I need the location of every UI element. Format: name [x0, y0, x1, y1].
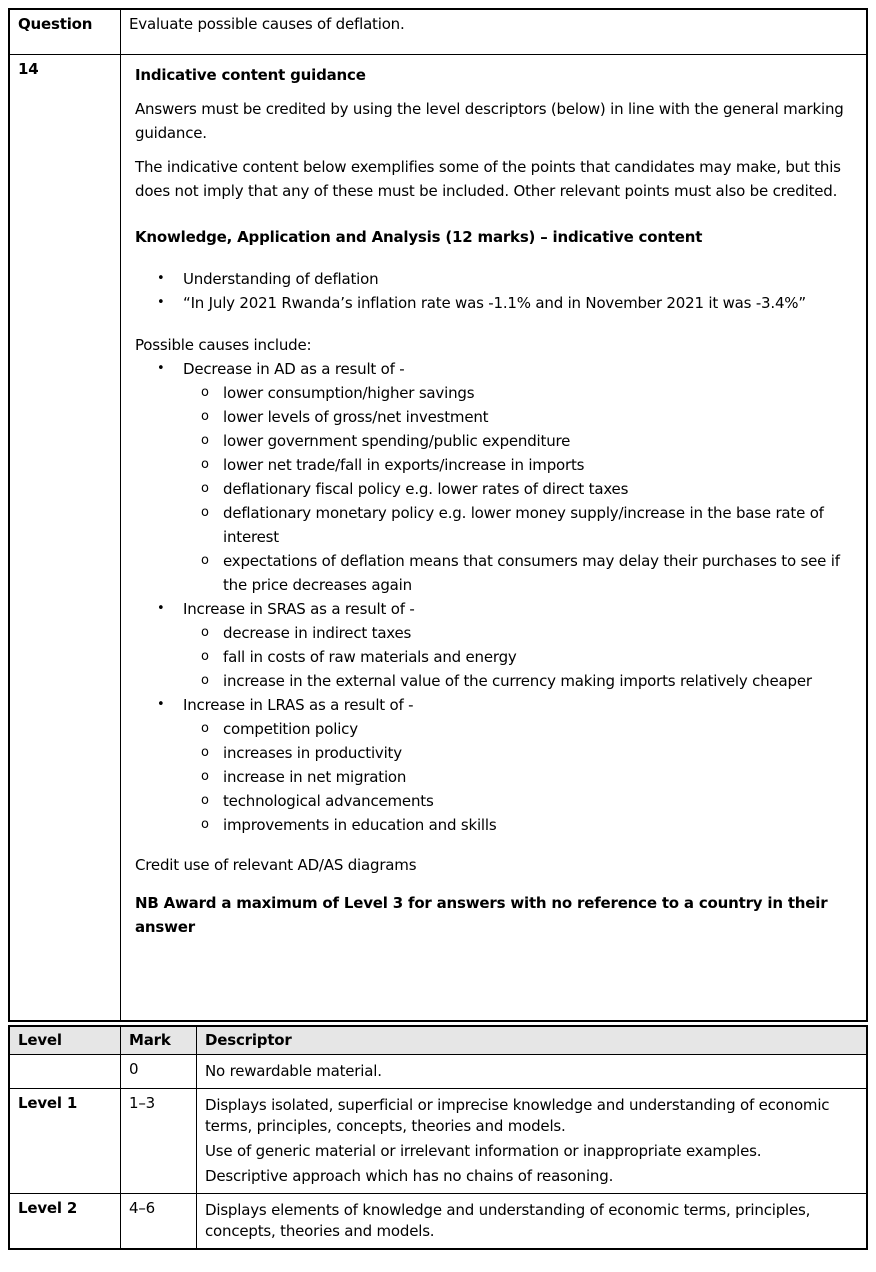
- bullet-text: lower consumption/higher savings: [223, 384, 475, 402]
- circle-bullet-icon: o: [201, 481, 209, 496]
- question-table: [8, 8, 868, 1022]
- list-item: [135, 669, 852, 693]
- descriptor-paragraph: Displays isolated, superficial or imprecise knowledge and understanding of economic terms, principles, concepts, theories and models.: [205, 1096, 830, 1135]
- bullet-text: technological advancements: [223, 792, 434, 810]
- circle-bullet-icon: o: [201, 433, 209, 448]
- list-item: [135, 501, 852, 549]
- circle-bullet-icon: o: [201, 745, 209, 760]
- bullet-icon: •: [157, 271, 165, 286]
- descriptor-paragraph: Displays elements of knowledge and understanding of economic terms, principles, concepts, theories and models.: [205, 1201, 811, 1240]
- list-item: [135, 597, 852, 621]
- guidance-paragraph-2: The indicative content below exemplifies some of the points that candidates may make, but this does not imply that any of these must be included. Other relevant points must also be credited.: [135, 158, 841, 200]
- question-header-label: Question: [18, 15, 93, 33]
- list-item: [135, 741, 852, 765]
- list-item: [135, 789, 852, 813]
- list-item: [135, 477, 852, 501]
- mark-column-header: Mark: [120, 1027, 196, 1054]
- table-row: [10, 1054, 866, 1088]
- list-item: [135, 267, 852, 291]
- bullet-text: Decrease in AD as a result of -: [183, 360, 405, 378]
- mark-cell: 4–6: [120, 1194, 196, 1248]
- circle-bullet-icon: o: [201, 793, 209, 808]
- bullet-text: expectations of deflation means that consumers may delay their purchases to see if the price decreases again: [223, 552, 840, 594]
- bullet-text: improvements in education and skills: [223, 816, 497, 834]
- bullet-icon: •: [157, 361, 165, 376]
- bullet-text: Increase in SRAS as a result of -: [183, 600, 415, 618]
- mark-cell: 0: [120, 1055, 196, 1088]
- question-header-row: [10, 10, 866, 54]
- mark-cell: 1–3: [120, 1089, 196, 1193]
- circle-bullet-icon: o: [201, 553, 209, 568]
- indicative-content-heading: Indicative content guidance: [135, 66, 366, 84]
- table-row: [10, 1088, 866, 1193]
- table-row: [10, 1193, 866, 1248]
- circle-bullet-icon: o: [201, 817, 209, 832]
- list-item: [135, 765, 852, 789]
- level-column-header: Level: [18, 1031, 62, 1049]
- causes-bullet-list: [135, 357, 852, 837]
- descriptor-cell: [196, 1194, 866, 1248]
- list-item: [135, 429, 852, 453]
- bullet-text: competition policy: [223, 720, 358, 738]
- guidance-paragraph-1: Answers must be credited by using the level descriptors (below) in line with the general marking guidance.: [135, 100, 844, 142]
- bullet-text: decrease in indirect taxes: [223, 624, 412, 642]
- bullet-text: deflationary fiscal policy e.g. lower rates of direct taxes: [223, 480, 629, 498]
- circle-bullet-icon: o: [201, 721, 209, 736]
- knowledge-application-heading: Knowledge, Application and Analysis (12 marks) – indicative content: [135, 228, 703, 246]
- list-item: [135, 549, 852, 597]
- list-item: [135, 645, 852, 669]
- bullet-text: fall in costs of raw materials and energy: [223, 648, 517, 666]
- circle-bullet-icon: o: [201, 769, 209, 784]
- level-cell: [10, 1055, 120, 1088]
- descriptor-paragraph: Use of generic material or irrelevant information or inappropriate examples.: [205, 1142, 762, 1160]
- levels-header-row: [10, 1027, 866, 1054]
- nb-award-note: NB Award a maximum of Level 3 for answers with no reference to a country in their answer: [135, 894, 828, 936]
- circle-bullet-icon: o: [201, 409, 209, 424]
- bullet-text: lower government spending/public expenditure: [223, 432, 571, 450]
- bullet-text: lower levels of gross/net investment: [223, 408, 489, 426]
- list-item: [135, 291, 852, 315]
- level-cell: Level 2: [18, 1199, 78, 1217]
- indicative-content-cell: [120, 55, 866, 1020]
- bullet-text: Increase in LRAS as a result of -: [183, 696, 414, 714]
- bullet-icon: •: [157, 697, 165, 712]
- descriptor-cell: [196, 1055, 866, 1088]
- list-item: [135, 717, 852, 741]
- definition-bullet-list: [135, 267, 852, 315]
- descriptor-cell: [196, 1089, 866, 1193]
- question-number: 14: [18, 60, 39, 78]
- circle-bullet-icon: o: [201, 505, 209, 520]
- credit-diagrams-note: Credit use of relevant AD/AS diagrams: [135, 856, 417, 874]
- list-item: [135, 813, 852, 837]
- list-item: [135, 693, 852, 717]
- bullet-text: increase in net migration: [223, 768, 407, 786]
- circle-bullet-icon: o: [201, 385, 209, 400]
- list-item: [135, 405, 852, 429]
- bullet-text: increases in productivity: [223, 744, 402, 762]
- list-item: [135, 381, 852, 405]
- question-content-row: [10, 54, 866, 1020]
- level-cell: Level 1: [18, 1094, 78, 1112]
- question-text: Evaluate possible causes of deflation.: [120, 10, 866, 54]
- descriptor-paragraph: Descriptive approach which has no chains of reasoning.: [205, 1167, 614, 1185]
- list-item: [135, 453, 852, 477]
- bullet-text: lower net trade/fall in exports/increase in imports: [223, 456, 585, 474]
- bullet-text: Understanding of deflation: [183, 270, 379, 288]
- list-item: [135, 357, 852, 381]
- bullet-icon: •: [157, 601, 165, 616]
- circle-bullet-icon: o: [201, 457, 209, 472]
- bullet-text: increase in the external value of the currency making imports relatively cheaper: [223, 672, 812, 690]
- circle-bullet-icon: o: [201, 673, 209, 688]
- bullet-text: deflationary monetary policy e.g. lower money supply/increase in the base rate of interest: [223, 504, 824, 546]
- circle-bullet-icon: o: [201, 649, 209, 664]
- levels-table: [8, 1025, 868, 1250]
- possible-causes-intro: Possible causes include:: [135, 336, 312, 354]
- descriptor-column-header: Descriptor: [196, 1027, 866, 1054]
- bullet-icon: •: [157, 295, 165, 310]
- circle-bullet-icon: o: [201, 625, 209, 640]
- descriptor-paragraph: No rewardable material.: [205, 1062, 382, 1080]
- list-item: [135, 621, 852, 645]
- bullet-text: “In July 2021 Rwanda’s inflation rate was -1.1% and in November 2021 it was -3.4%”: [183, 294, 806, 312]
